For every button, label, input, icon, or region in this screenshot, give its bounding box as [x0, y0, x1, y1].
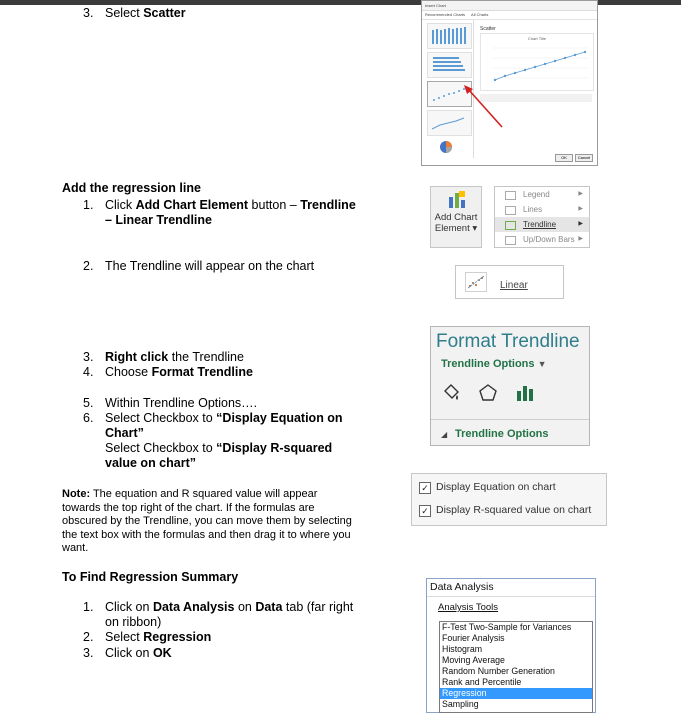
data-analysis-dialog	[426, 578, 596, 713]
step-format-trendline: 4. Choose Format Trendline	[83, 365, 253, 379]
trendline-icon	[505, 221, 516, 230]
menu-item-legend[interactable]: Legend ▶	[495, 187, 589, 202]
list-item[interactable]: Moving Average	[442, 655, 505, 665]
add-chart-element-button[interactable]: Add Chart Element ▾	[430, 186, 482, 248]
section-heading-regression-line: Add the regression line	[62, 181, 201, 195]
up-down-bars-icon	[505, 236, 516, 245]
display-options-panel	[411, 473, 607, 526]
step-click-ok: 3. Click on OK	[83, 646, 172, 660]
pane-title: Format Trendline	[436, 331, 580, 352]
fill-line-icon[interactable]	[441, 383, 461, 403]
lines-icon	[505, 206, 516, 215]
bar-chart-icon	[428, 53, 471, 77]
step-select-regression: 2. Select Regression	[83, 630, 212, 644]
list-item[interactable]: Random Number Generation	[442, 666, 555, 676]
ok-button[interactable]: OK	[555, 154, 573, 162]
list-item[interactable]: Histogram	[442, 644, 483, 654]
tab-all-charts[interactable]: All Charts	[471, 12, 489, 17]
step-select-checkboxes: 6. Select Checkbox to “Display Equation on Chart” Select Checkbox to “Display R-squared value on chart”	[83, 411, 343, 470]
submenu-arrow-icon: ▶	[578, 221, 583, 227]
linear-trendline-option[interactable]	[455, 265, 564, 299]
step-trendline-options: 5. Within Trendline Options….	[83, 396, 258, 410]
dropdown-arrow-icon: ▼	[537, 359, 547, 369]
submenu-arrow-icon: ▶	[578, 236, 583, 242]
red-arrow-icon	[458, 83, 508, 131]
chart-thumbnail[interactable]	[427, 52, 472, 78]
checkbox-checked-icon[interactable]: ✓	[419, 505, 431, 517]
submenu-arrow-icon: ▶	[578, 191, 583, 197]
display-r-squared-checkbox[interactable]: ✓ Display R-squared value on chart	[419, 503, 591, 517]
dialog-tabs	[422, 11, 597, 20]
add-chart-element-label: Element ▾	[434, 223, 478, 234]
step-right-click: 3. Right click the Trendline	[83, 350, 244, 364]
linear-trendline-icon	[465, 272, 487, 292]
dialog-buttons	[553, 154, 593, 162]
pane-divider	[431, 419, 589, 420]
display-equation-checkbox[interactable]: ✓ Display Equation on chart	[419, 480, 556, 494]
effects-icon[interactable]	[478, 383, 498, 403]
analysis-tools-label: Analysis Tools	[438, 602, 499, 613]
cancel-button[interactable]: Cancel	[575, 154, 593, 162]
step-select-scatter: 3. Select Scatter	[83, 6, 186, 20]
collapse-triangle-icon[interactable]: ◢	[441, 430, 448, 439]
step-add-chart-element: 1. Click Add Chart Element button – Trendline – Linear Trendline	[83, 198, 356, 227]
data-analysis-title: Data Analysis	[427, 579, 595, 597]
pie-chart-icon[interactable]	[439, 140, 453, 159]
preview-scatter-plot	[481, 34, 593, 90]
legend-icon	[505, 191, 516, 200]
analysis-tools-list[interactable]	[439, 621, 593, 713]
column-chart-icon	[428, 24, 471, 48]
chart-type-label: Scatter	[480, 26, 496, 32]
checkbox-checked-icon[interactable]: ✓	[419, 482, 431, 494]
insert-chart-dialog	[421, 0, 598, 166]
menu-item-trendline[interactable]: Trendline ▶	[495, 217, 589, 232]
chart-thumbnail[interactable]	[427, 23, 472, 49]
add-chart-element-icon	[446, 191, 466, 209]
step-click-data-analysis: 1. Click on Data Analysis on Data tab (far right on ribbon)	[83, 600, 354, 629]
dialog-title: Insert Chart	[422, 1, 597, 11]
list-item[interactable]: Fourier Analysis	[442, 633, 505, 643]
preview-chart-title: Chart Title	[527, 36, 547, 41]
trendline-options-section[interactable]: Trendline Options	[455, 428, 549, 440]
submenu-arrow-icon: ▶	[578, 206, 583, 212]
trendline-options-dropdown[interactable]: Trendline Options ▼	[441, 358, 547, 370]
format-trendline-pane	[430, 326, 590, 446]
menu-item-lines[interactable]: Lines ▶	[495, 202, 589, 217]
tab-recommended[interactable]: Recommended Charts	[425, 12, 466, 17]
list-item-regression[interactable]: Regression	[440, 688, 592, 699]
section-heading-regression-summary: To Find Regression Summary	[62, 570, 239, 584]
list-item[interactable]: Sampling	[442, 699, 479, 709]
linear-label: Linear	[500, 280, 528, 291]
step-trendline-appear: 2. The Trendline will appear on the chart	[83, 259, 315, 273]
chart-element-menu	[494, 186, 590, 248]
menu-item-up-down-bars[interactable]: Up/Down Bars ▶	[495, 232, 589, 247]
list-item[interactable]: Rank and Percentile	[442, 677, 522, 687]
note-paragraph: Note: The equation and R squared value will appear towards the top right of the chart. If the formulas are obscured by the Trendline, you can move them by selecting the text box with the formulas and then drag it to where you want.	[62, 488, 352, 554]
trendline-options-icon[interactable]	[515, 383, 535, 403]
list-item[interactable]: F-Test Two-Sample for Variances	[442, 622, 572, 632]
